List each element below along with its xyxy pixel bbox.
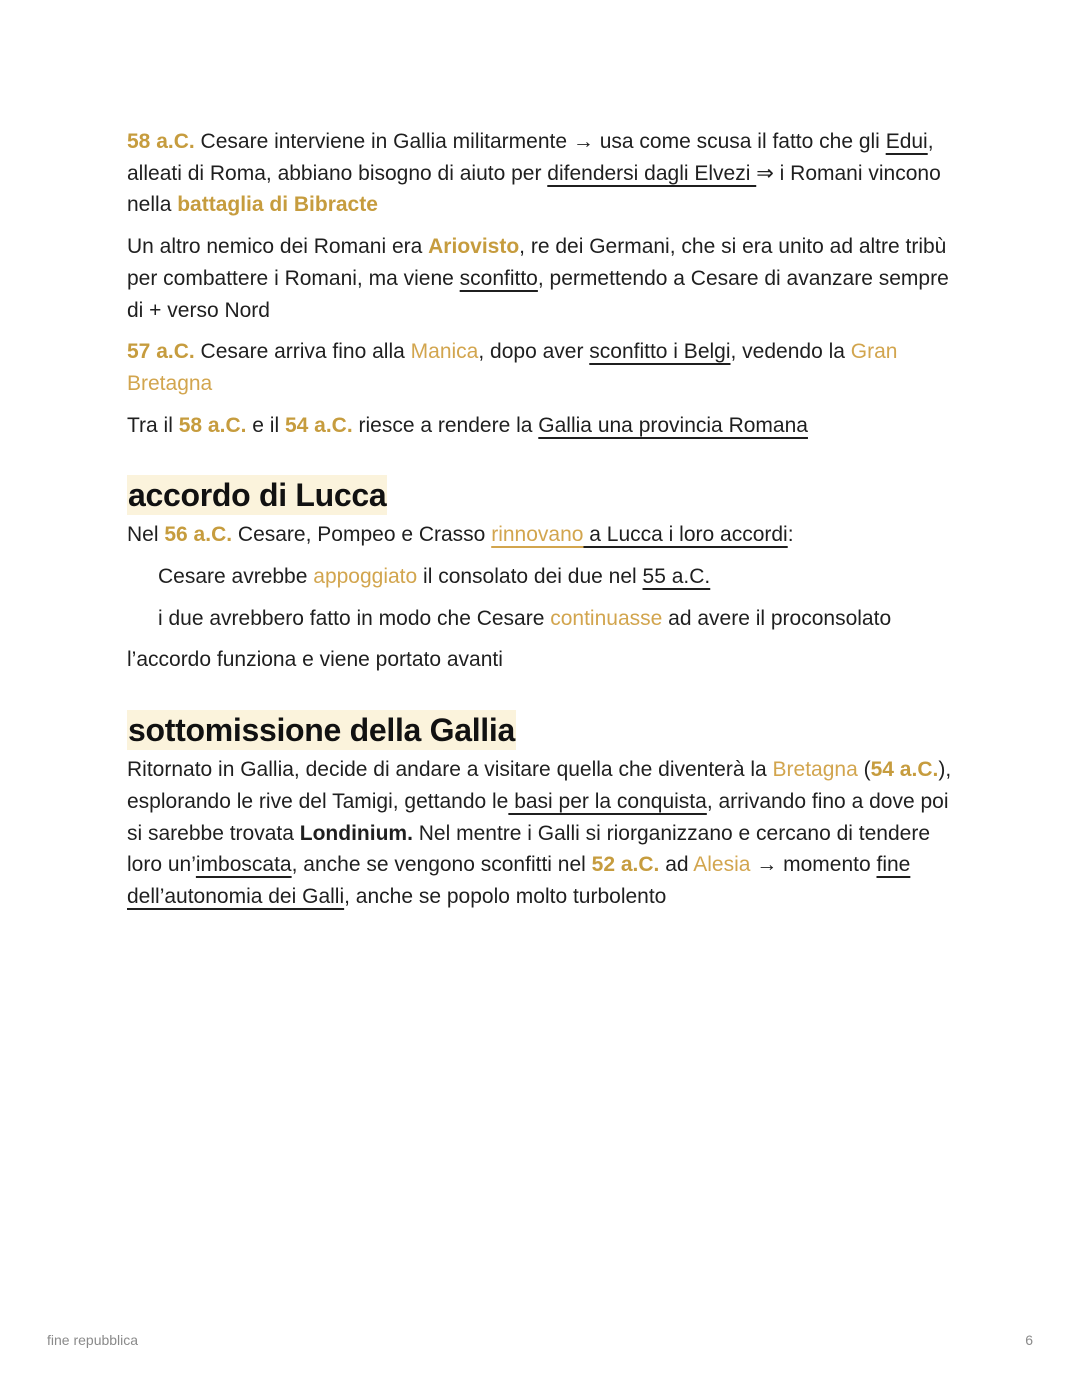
text: : xyxy=(787,523,794,547)
bold-londinium: Londinium. xyxy=(299,821,413,845)
date-58ac: 58 a.C. xyxy=(127,130,195,153)
highlight-bretagna: Bretagna xyxy=(772,758,858,782)
text: Cesare avrebbe xyxy=(158,565,314,589)
text: i due avrebbero fatto in modo che Cesare xyxy=(158,606,551,630)
underlined-fine-autonomia: fine dell’autonomia dei Galli xyxy=(127,853,911,908)
heading-accordo-lucca: accordo di Lucca xyxy=(128,477,387,514)
underlined-basi: basi per la conquista xyxy=(508,789,707,813)
paragraph-ariovisto xyxy=(127,231,957,326)
text: Nel xyxy=(127,523,165,547)
underlined-provincia: Gallia una provincia Romana xyxy=(538,413,808,437)
highlight-manica: Manica xyxy=(410,340,479,364)
heading-sottomissione-gallia: sottomissione della Gallia xyxy=(128,712,515,749)
text: e il xyxy=(246,413,285,437)
document-page xyxy=(127,126,957,923)
highlight-ariovisto: Ariovisto xyxy=(428,235,520,259)
paragraph-58ac xyxy=(127,126,957,221)
text: , anche se popolo molto turbolento xyxy=(344,884,667,908)
text: , permettendo a Cesare di avanzare sempre di + verso Nord xyxy=(127,266,949,322)
paragraph-accordo-funziona: l’accordo funziona e viene portato avanti xyxy=(127,648,503,672)
date-58ac: 58 a.C. xyxy=(178,413,247,437)
date-52ac: 52 a.C. xyxy=(591,853,660,877)
text: Ritornato in Gallia, decide di andare a visitare quella che diventerà la xyxy=(127,758,773,782)
text: ad avere il proconsolato xyxy=(662,606,892,630)
date-54ac: 54 a.C. xyxy=(284,413,353,437)
paragraph-gallia xyxy=(127,754,957,913)
text: , arrivando fino a dove poi si sarebbe trovata xyxy=(127,789,949,845)
underlined-edui: Edui xyxy=(885,130,928,153)
text: Cesare, Pompeo e Crasso xyxy=(232,523,492,547)
text: Cesare arriva fino alla xyxy=(194,340,411,364)
paragraph-provincia xyxy=(127,410,957,442)
text: il consolato dei due nel xyxy=(417,565,643,589)
date-56ac: 56 a.C. xyxy=(164,523,233,547)
date-54ac: 54 a.C. xyxy=(870,758,939,782)
text: → momento xyxy=(750,853,877,877)
text: ad xyxy=(659,853,694,877)
text: ), esplorando le rive del Tamigi, gettando le xyxy=(127,758,952,813)
footer-title: fine repubblica xyxy=(47,1332,139,1348)
text: , alleati di Roma, abbiano bisogno di aiuto per xyxy=(127,130,934,185)
underlined-belgi: sconfitto i Belgi xyxy=(589,340,731,364)
list-item-appoggiato xyxy=(127,561,957,593)
text: Cesare interviene in Gallia militarmente → usa come scusa il fatto che gli xyxy=(194,130,886,153)
text: ⇒ i Romani vincono nella xyxy=(127,161,941,217)
highlight-rinnovano: rinnovano xyxy=(491,523,584,547)
text: , vedendo la xyxy=(730,340,851,364)
text: Tra il xyxy=(127,413,179,437)
underlined-sconfitto: sconfitto xyxy=(459,266,538,290)
text: , re dei Germani, che si era unito ad altre tribù per combattere i Romani, ma viene xyxy=(127,235,947,290)
list-item-continuasse xyxy=(127,603,957,635)
date-57ac: 57 a.C. xyxy=(127,340,195,364)
text: ( xyxy=(857,758,871,782)
text: riesce a rendere la xyxy=(352,413,539,437)
text: Nel mentre i Galli si riorganizzano e cercano di tendere loro un’ xyxy=(127,821,931,877)
highlight-bibracte: battaglia di Bibracte xyxy=(177,193,378,217)
highlight-continuasse: continuasse xyxy=(550,606,663,630)
paragraph-57ac xyxy=(127,336,957,399)
text: Un altro nemico dei Romani era xyxy=(127,235,429,259)
underlined-difendersi: difendersi dagli Elvezi xyxy=(547,161,757,185)
underlined-55ac: 55 a.C. xyxy=(642,565,711,589)
highlight-gran-bretagna: Gran Bretagna xyxy=(127,340,898,395)
underlined-accordi: a Lucca i loro accordi xyxy=(583,523,788,547)
underlined-imboscata: imboscata xyxy=(195,853,292,877)
text: , dopo aver xyxy=(478,340,590,364)
highlight-alesia: Alesia xyxy=(693,853,751,877)
highlight-appoggiato: appoggiato xyxy=(313,565,418,589)
paragraph-lucca xyxy=(127,519,957,551)
page-number: 6 xyxy=(1025,1332,1033,1348)
text: , anche se vengono sconfitti nel xyxy=(291,853,592,877)
